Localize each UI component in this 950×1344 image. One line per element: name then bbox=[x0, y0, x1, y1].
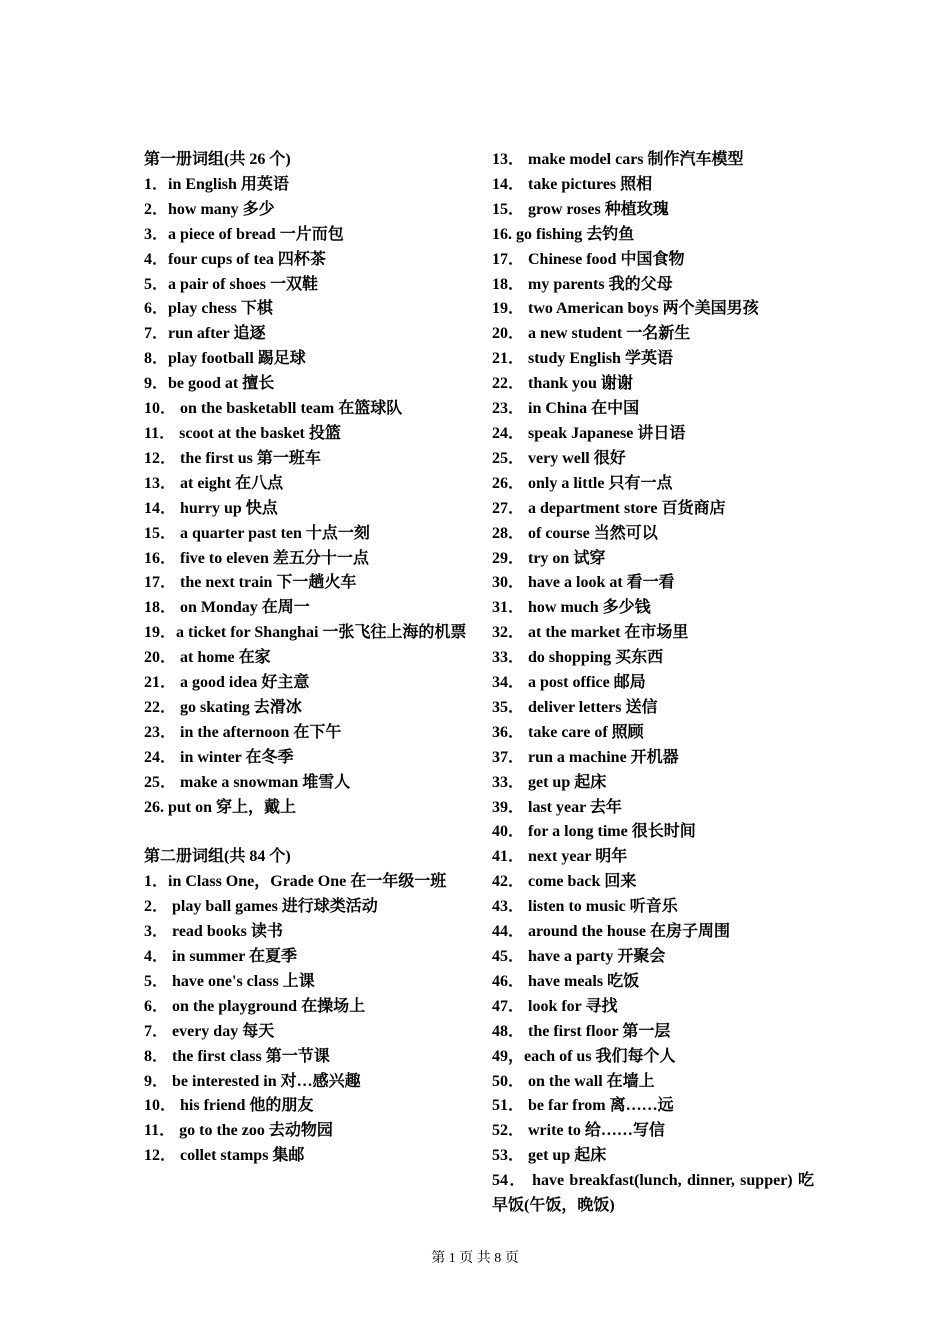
list-item: 2． play ball games 进行球类活动 bbox=[144, 898, 378, 916]
list-item: 17． Chinese food 中国食物 bbox=[492, 250, 685, 268]
list-item: 2．how many 多少 bbox=[144, 200, 275, 218]
list-item: 41． next year 明年 bbox=[492, 848, 628, 866]
list-item: 10． his friend 他的朋友 bbox=[144, 1097, 314, 1115]
list-item: 33． do shopping 买东西 bbox=[492, 649, 664, 667]
list-item: 46． have meals 吃饭 bbox=[492, 972, 640, 990]
list-item: 18． on Monday 在周一 bbox=[144, 599, 310, 617]
list-item: 31． how much 多少钱 bbox=[492, 599, 651, 617]
list-item: 4． in summer 在夏季 bbox=[144, 947, 298, 965]
list-item: 15． a quarter past ten 十点一刻 bbox=[144, 524, 370, 542]
list-item: 50． on the wall 在墙上 bbox=[492, 1072, 655, 1090]
list-item: 48． the first floor 第一层 bbox=[492, 1022, 671, 1040]
list-item: 27． a department store 百货商店 bbox=[492, 499, 726, 517]
list-item: 6． on the playground 在操场上 bbox=[144, 997, 366, 1015]
list-item: 30． have a look at 看一看 bbox=[492, 574, 675, 592]
list-item: 23． in China 在中国 bbox=[492, 400, 640, 418]
list-item: 42． come back 回来 bbox=[492, 873, 637, 891]
list-item: 20． at home 在家 bbox=[144, 649, 271, 667]
list-item: 45． have a party 开聚会 bbox=[492, 948, 666, 965]
list-item: 52． write to 给……写信 bbox=[492, 1122, 665, 1140]
list-item: 37． run a machine 开机器 bbox=[492, 748, 679, 766]
list-item: 28． of course 当然可以 bbox=[492, 524, 658, 542]
list-item: 11． scoot at the basket 投篮 bbox=[144, 424, 341, 442]
list-item: 4．four cups of tea 四杯茶 bbox=[144, 250, 326, 268]
list-item: 1．in English 用英语 bbox=[144, 175, 289, 193]
list-item: 39． last year 去年 bbox=[492, 798, 622, 816]
right-column bbox=[492, 148, 814, 1219]
list-item: 25． very well 很好 bbox=[492, 449, 626, 467]
page-number-footer: 第 1 页 共 8 页 bbox=[431, 1251, 519, 1266]
list-item: 14． take pictures 照相 bbox=[492, 175, 653, 193]
list-item: 25． make a snowman 堆雪人 bbox=[144, 773, 351, 791]
list-item: 54． have breakfast(lunch, dinner, supper) 吃早饭(午饭，晚饭) bbox=[492, 1172, 814, 1215]
list-item: 13． at eight 在八点 bbox=[144, 474, 284, 492]
list-item: 16． five to eleven 差五分十一点 bbox=[144, 549, 369, 567]
list-item: 9． be interested in 对…感兴趣 bbox=[144, 1072, 361, 1090]
list-item: 24． speak Japanese 讲日语 bbox=[492, 424, 686, 442]
list-item: 33． get up 起床 bbox=[492, 773, 607, 791]
list-item: 17． the next train 下一趟火车 bbox=[144, 574, 357, 592]
list-item: 26． only a little 只有一点 bbox=[492, 474, 673, 492]
list-item: 10． on the basketabll team 在篮球队 bbox=[144, 400, 403, 418]
list-item: 5．a pair of shoes 一双鞋 bbox=[144, 275, 318, 293]
list-item: 18． my parents 我的父母 bbox=[492, 275, 673, 293]
list-item: 5． have one's class 上课 bbox=[144, 972, 315, 990]
list-item: 7． every day 每天 bbox=[144, 1022, 275, 1040]
list-item: 8．play football 踢足球 bbox=[144, 350, 306, 368]
list-item: 21． study English 学英语 bbox=[492, 350, 673, 368]
section-title-book2: 第二册词组(共 84 个) bbox=[144, 848, 291, 866]
list-item: 19．a ticket for Shanghai 一张飞往上海的机票 bbox=[144, 624, 467, 642]
list-item: 21． a good idea 好主意 bbox=[144, 674, 310, 692]
left-column bbox=[144, 148, 474, 1169]
list-item: 40． for a long time 很长时间 bbox=[492, 823, 696, 841]
list-item: 47． look for 寻找 bbox=[492, 997, 618, 1015]
list-item: 1．in Class One，Grade One 在一年级一班 bbox=[144, 873, 447, 891]
list-item: 16. go fishing 去钓鱼 bbox=[492, 225, 635, 243]
list-item: 20． a new student 一名新生 bbox=[492, 325, 691, 343]
list-item: 3．a piece of bread 一片而包 bbox=[144, 225, 344, 243]
list-item: 22． thank you 谢谢 bbox=[492, 375, 633, 393]
list-item: 15． grow roses 种植玫瑰 bbox=[492, 200, 669, 218]
list-item: 24． in winter 在冬季 bbox=[144, 748, 294, 766]
list-item: 44． around the house 在房子周围 bbox=[492, 923, 730, 941]
list-item: 6．play chess 下棋 bbox=[144, 300, 273, 318]
list-item: 14． hurry up 快点 bbox=[144, 499, 278, 517]
list-item: 19． two American boys 两个美国男孩 bbox=[492, 300, 759, 318]
section-gap bbox=[144, 820, 474, 845]
section-title-book1: 第一册词组(共 26 个) bbox=[144, 151, 291, 168]
list-item: 53． get up 起床 bbox=[492, 1147, 607, 1165]
list-item: 13． make model cars 制作汽车模型 bbox=[492, 151, 744, 168]
list-item: 35． deliver letters 送信 bbox=[492, 698, 658, 716]
list-item: 9．be good at 擅长 bbox=[144, 375, 275, 393]
list-item: 29． try on 试穿 bbox=[492, 549, 606, 567]
list-item: 3． read books 读书 bbox=[144, 923, 283, 941]
list-item: 12． collet stamps 集邮 bbox=[144, 1147, 305, 1165]
list-item: 22． go skating 去滑冰 bbox=[144, 698, 302, 716]
list-item: 26. put on 穿上，戴上 bbox=[144, 798, 297, 816]
list-item: 12． the first us 第一班车 bbox=[144, 449, 321, 467]
list-item: 11． go to the zoo 去动物园 bbox=[144, 1122, 333, 1140]
list-item: 43． listen to music 听音乐 bbox=[492, 898, 678, 916]
list-item: 36． take care of 照顾 bbox=[492, 723, 644, 741]
list-item: 7．run after 追逐 bbox=[144, 325, 266, 343]
list-item: 49，each of us 我们每个人 bbox=[492, 1047, 676, 1065]
list-item: 51． be far from 离……远 bbox=[492, 1097, 674, 1115]
list-item: 34． a post office 邮局 bbox=[492, 674, 646, 692]
list-item: 23． in the afternoon 在下午 bbox=[144, 723, 342, 741]
list-item: 32． at the market 在市场里 bbox=[492, 624, 689, 642]
list-item: 8． the first class 第一节课 bbox=[144, 1047, 330, 1065]
